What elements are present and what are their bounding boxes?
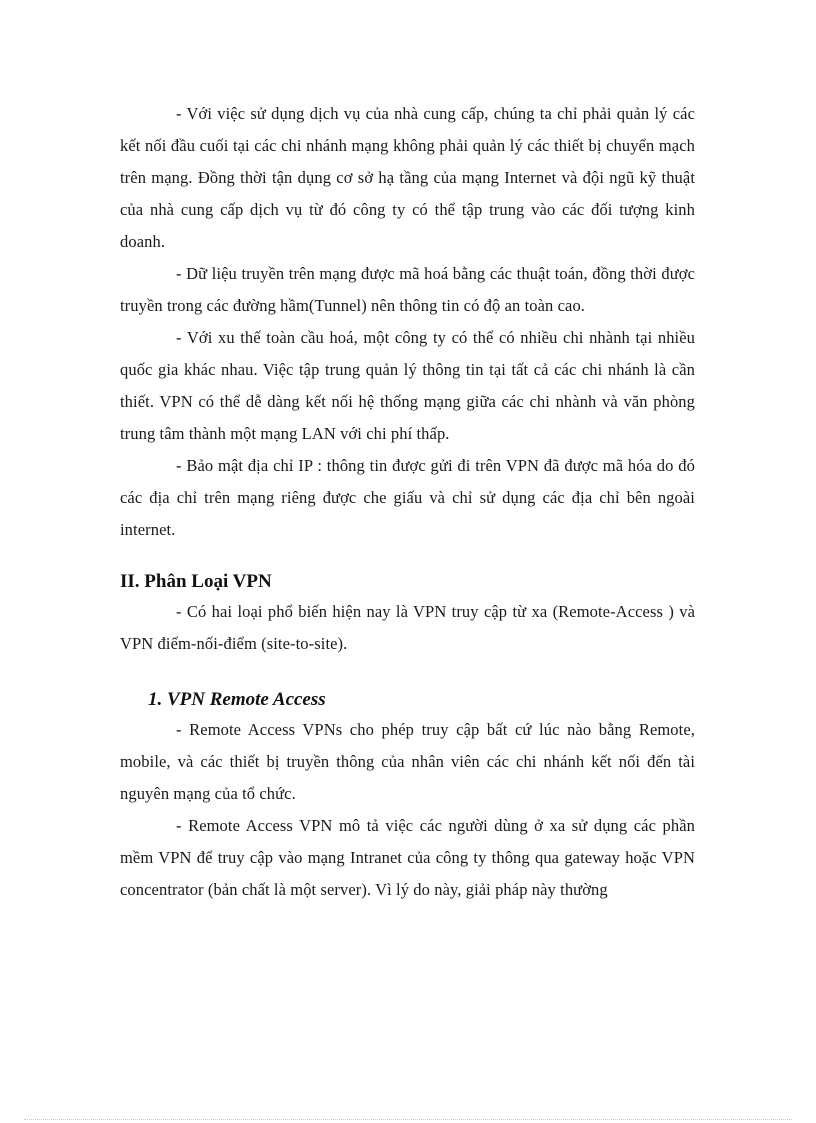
paragraph-encryption: - Dữ liệu truyền trên mạng được mã hoá bằng các thuật toán, đồng thời được truyền trong các đường hầm(Tunnel) nên thông tin có độ an toàn cao. (120, 264, 695, 315)
page-bottom-divider (24, 1119, 792, 1120)
paragraph-ip-security: - Bảo mật địa chỉ IP : thông tin được gửi đi trên VPN đã được mã hóa do đó các địa chỉ trên mạng riêng được che giấu và chỉ sử dụng các địa chỉ bên ngoài internet. (120, 456, 695, 539)
document-body (120, 98, 695, 906)
paragraph-remote-access-description: - Remote Access VPN mô tả việc các người dùng ở xa sử dụng các phần mềm VPN để truy cập vào mạng Intranet của công ty thông qua gateway hoặc VPN concentrator (bản chất là một server). Vì lý do này, giải pháp này thường (120, 816, 695, 899)
paragraph-provider-benefits: - Với việc sử dụng dịch vụ của nhà cung cấp, chúng ta chỉ phải quản lý các kết nối đầu cuối tại các chi nhánh mạng không phải quản lý các thiết bị chuyển mạch trên mạng. Đồng thời tận dụng cơ sở hạ tầng của mạng Internet và đội ngũ kỹ thuật của nhà cung cấp dịch vụ từ đó công ty có thể tập trung vào các đối tượng kinh doanh. (120, 104, 695, 251)
paragraph-vpn-types: - Có hai loại phổ biến hiện nay là VPN truy cập từ xa (Remote-Access ) và VPN điểm-nối-điểm (site-to-site). (120, 602, 695, 653)
paragraph-remote-access-intro: - Remote Access VPNs cho phép truy cập bất cứ lúc nào bằng Remote, mobile, và các thiết bị truyền thông của nhân viên các chi nhánh kết nối đến tài nguyên mạng của tổ chức. (120, 720, 695, 803)
subsection-heading: 1. VPN Remote Access (148, 689, 326, 710)
paragraph-globalization: - Với xu thế toàn cầu hoá, một công ty có thể có nhiều chi nhành tại nhiều quốc gia khác nhau. Việc tập trung quản lý thông tin tại tất cả các chi nhánh là cần thiết. VPN có thể dễ dàng kết nối hệ thống mạng giữa các chi nhành và văn phòng trung tâm thành một mạng LAN với chi phí thấp. (120, 328, 695, 443)
section-heading: II. Phân Loại VPN (120, 571, 272, 592)
